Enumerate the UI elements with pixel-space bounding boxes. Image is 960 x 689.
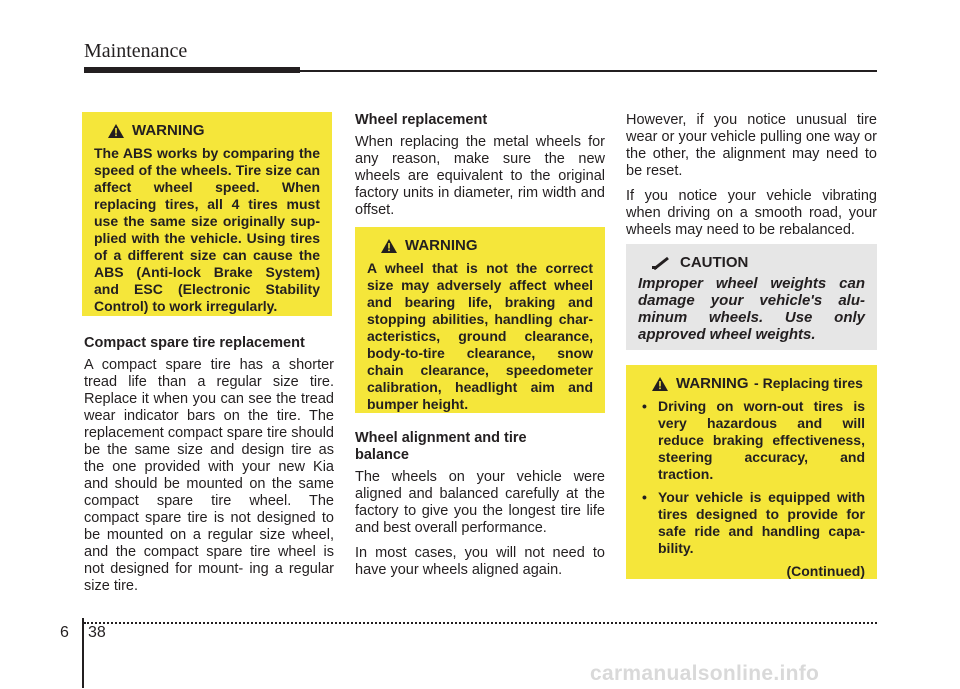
caution-text: Improper wheel weights can damage your vehicle's alu- minum wheels. Use only approved wheel weights.	[638, 275, 865, 343]
warning-triangle-icon	[108, 124, 124, 138]
replacing-tires-warning-box	[626, 365, 877, 579]
rebalance-section	[626, 112, 877, 247]
alignment-text-2: In most cases, you will not need to have your wheels aligned again.	[355, 545, 605, 578]
replacing-tires-bullet-list	[638, 398, 865, 557]
caution-wrench-icon	[652, 256, 672, 270]
wheel-size-warning-text: A wheel that is not the correct size may adversely affect wheel and bearing life, braking and stopping abilities, handling char- acteristics, ground clearance, body-to-tire clearance, snow chain clearance, speedometer calibration, headlight aim and bumper height.	[367, 260, 593, 412]
spare-tire-text: A compact spare tire has a shorter tread life than a regular size tire. Replace it when you can see the tread wear indicator bars on the tire. The replacement compact spare tire should be the same size and design tire as the one provided with your new Kia and should be mounted on the same compact spare tire wheel. The compact spare tire is not designed to be mounted on a regular size wheel, and the compact spare tire wheel is not designed for mount- ing a regular size tire.	[84, 357, 334, 594]
chapter-number: 6	[60, 624, 69, 641]
warning-triangle-icon	[652, 377, 668, 391]
header-rule-thick	[84, 67, 300, 73]
replacing-tires-warning-heading	[652, 375, 865, 392]
page-header-title: Maintenance	[84, 40, 188, 62]
alignment-reset-text: However, if you notice unusual tire wear or your vehicle pulling one way or the other, the alignment may need to be reset.	[626, 112, 877, 179]
abs-warning-label: WARNING	[132, 122, 205, 139]
list-item: • Your vehicle is equipped with tires designed to provide for safe ride and handling capa- bility.	[638, 489, 865, 557]
warning-triangle-icon	[381, 239, 397, 253]
replacing-tires-warning-label: WARNING	[676, 375, 749, 392]
wheel-weights-caution-box	[626, 244, 877, 350]
caution-heading	[652, 254, 865, 271]
abs-warning-text: The ABS works by comparing the speed of the wheels. Tire size can affect wheel speed. When replacing tires, all 4 tires must use the same size originally sup- plied with the vehicle. Using tires of a different size can cause the ABS (Anti-lock Brake System) and ESC (Electronic Stability Control) to work irregularly.	[94, 145, 320, 314]
wheel-size-warning-heading	[381, 237, 593, 254]
wheel-size-warning-label: WARNING	[405, 237, 478, 254]
alignment-title: Wheel alignment and tire balance	[355, 430, 527, 463]
wheel-replacement-text: When replacing the metal wheels for any reason, make sure the new wheels are equivalent to the original factory units in diameter, rim width and offset.	[355, 134, 605, 218]
page-number: 38	[88, 624, 106, 641]
wheel-size-warning-box	[355, 227, 605, 413]
abs-warning-box	[82, 112, 332, 316]
caution-label: CAUTION	[680, 254, 749, 271]
spare-tire-section	[84, 335, 334, 603]
list-item: • Driving on worn-out tires is very hazardous and will reduce braking effectiveness, steering accuracy, and traction.	[638, 398, 865, 483]
header-rule-thin	[300, 70, 877, 72]
continued-label: (Continued)	[786, 563, 865, 579]
footer-dotted-rule	[84, 622, 877, 624]
replacing-tires-warning-subtitle: - Replacing tires	[754, 375, 863, 391]
abs-warning-heading	[108, 122, 320, 139]
wheel-replacement-section	[355, 112, 605, 227]
site-watermark: carmanualsonline.info	[590, 662, 820, 685]
wheel-replacement-title: Wheel replacement	[355, 112, 488, 128]
rebalance-text: If you notice your vehicle vibrating when driving on a smooth road, your wheels may need to be rebalanced.	[626, 188, 877, 238]
spare-tire-title: Compact spare tire replacement	[84, 335, 305, 351]
footer-divider	[82, 618, 84, 688]
alignment-section	[355, 430, 605, 587]
alignment-text-1: The wheels on your vehicle were aligned and balanced carefully at the factory to give you the longest tire life and best overall performance.	[355, 469, 605, 536]
